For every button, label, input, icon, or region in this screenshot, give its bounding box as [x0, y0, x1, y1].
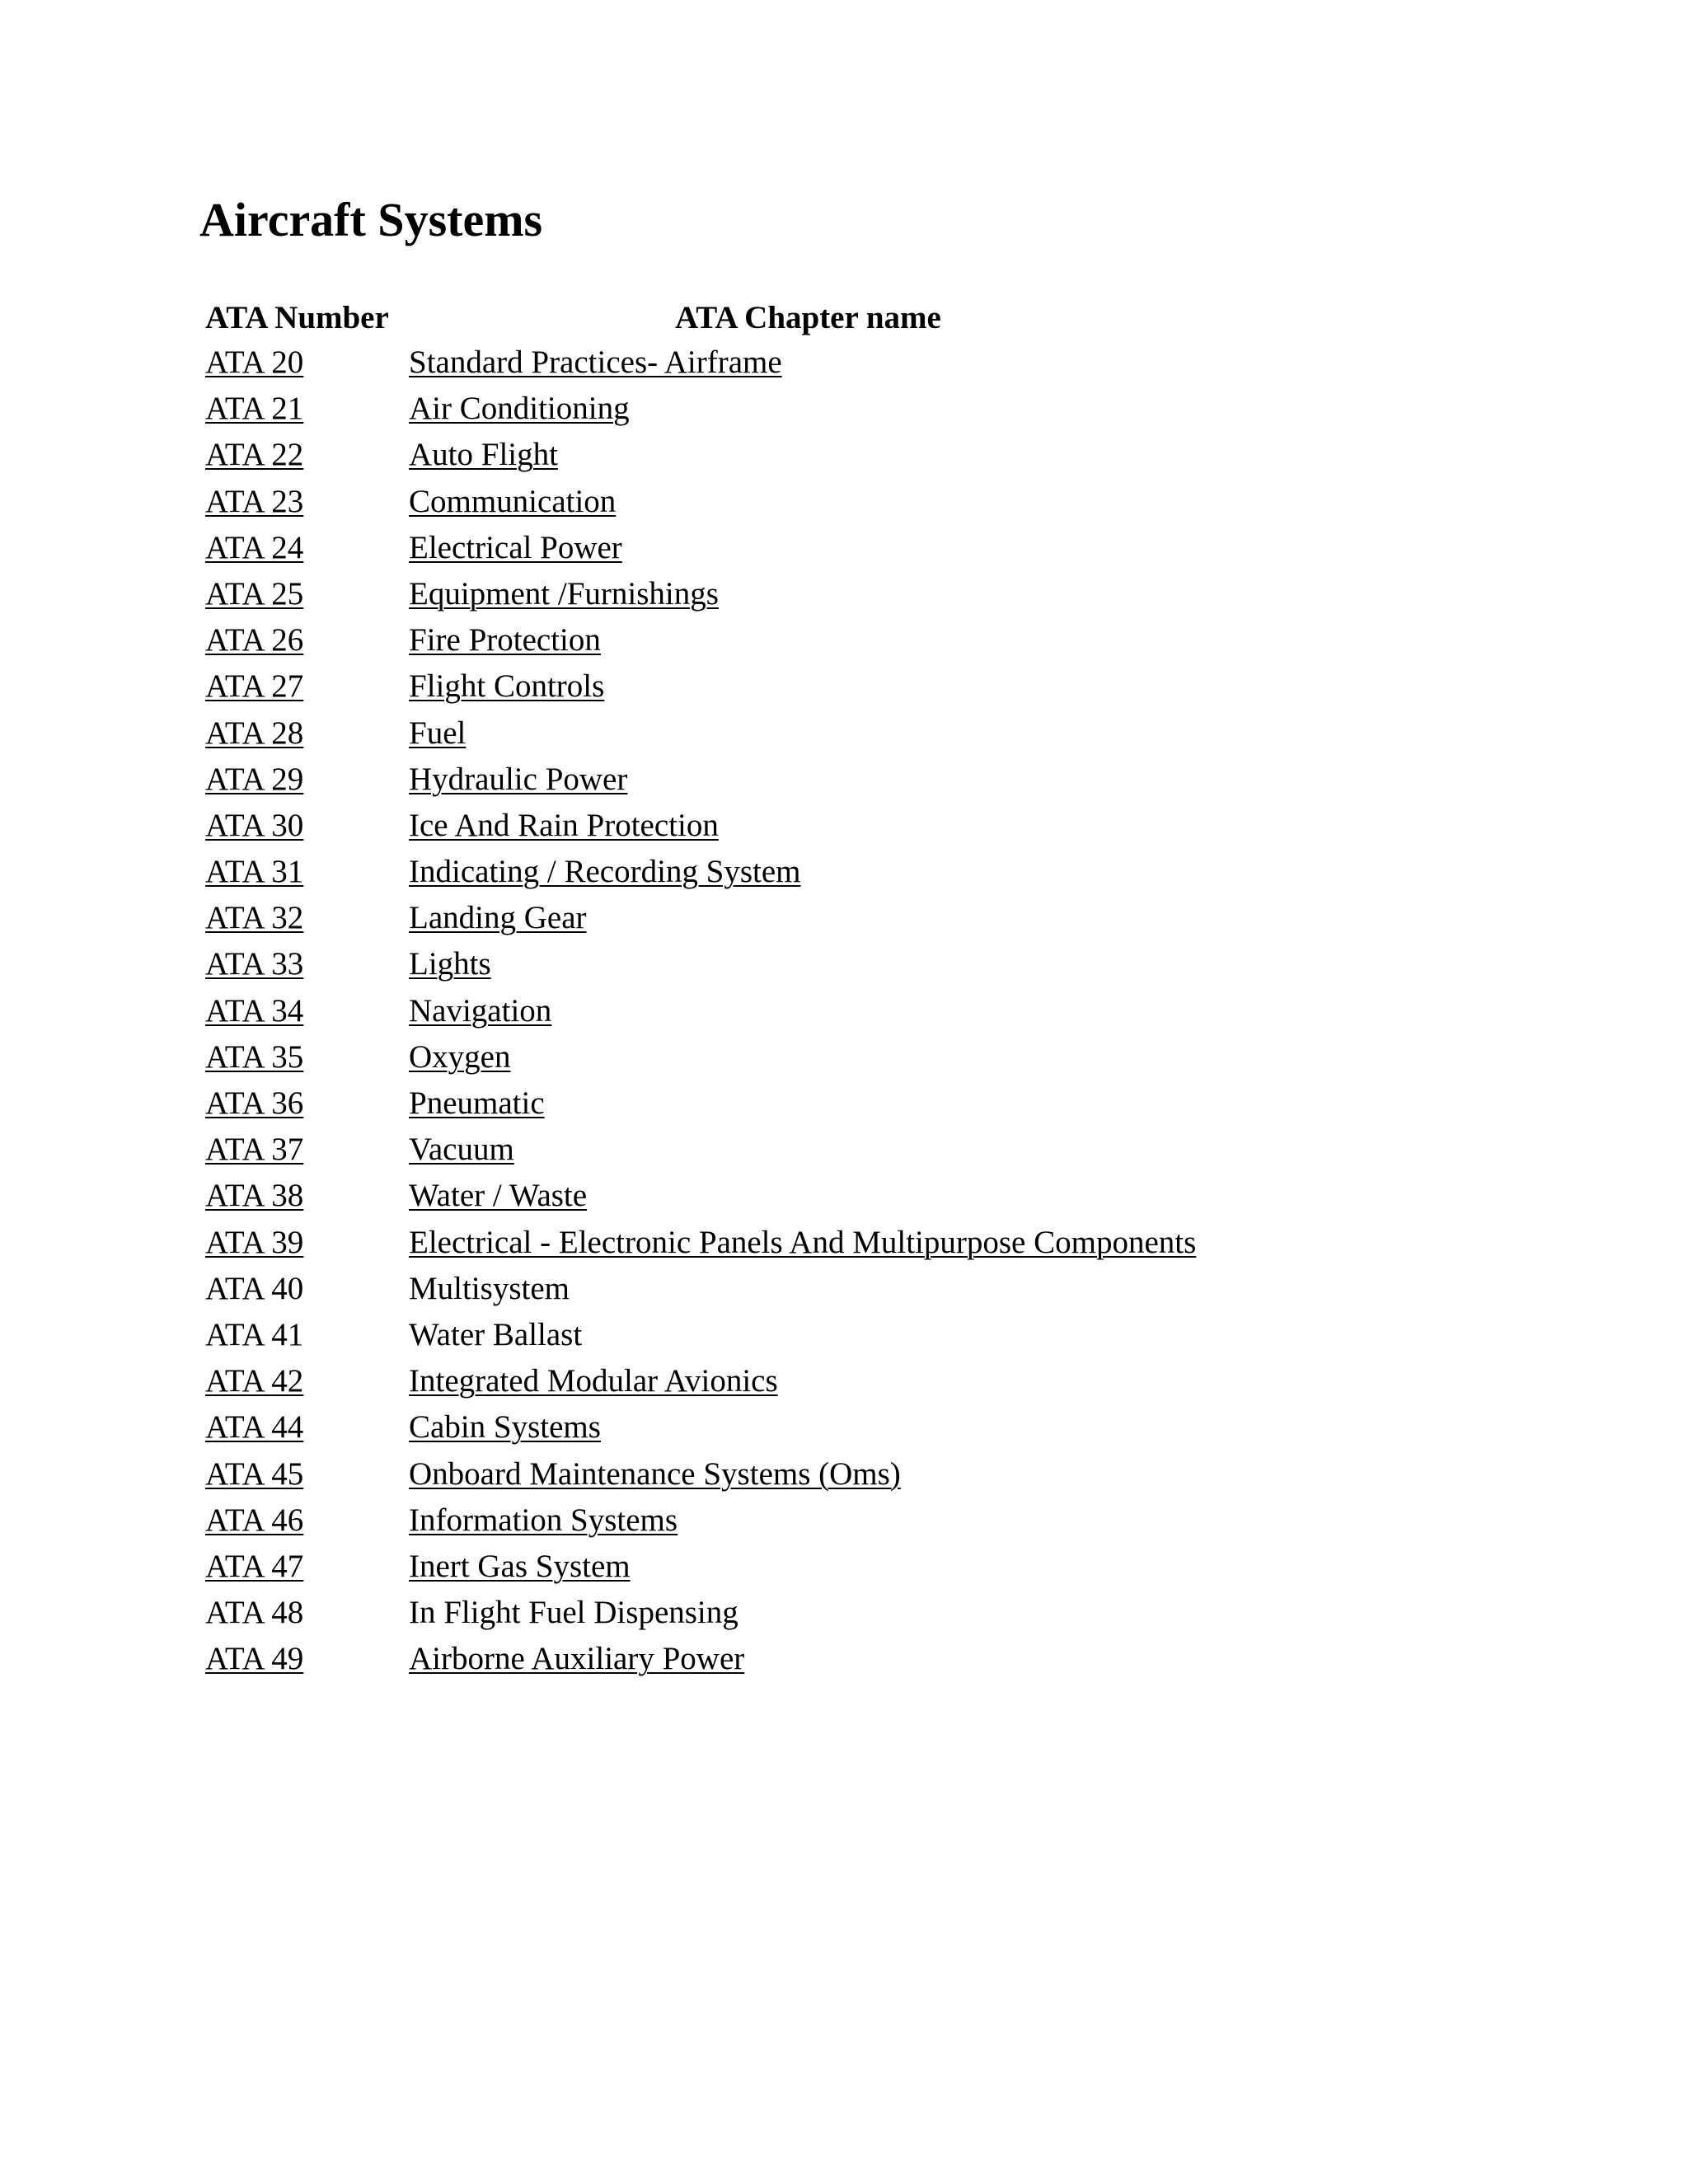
- ata-number-link[interactable]: ATA 49: [205, 1641, 304, 1677]
- ata-chapter-name-link[interactable]: Indicating / Recording System: [409, 854, 801, 890]
- ata-number-link[interactable]: ATA 46: [205, 1502, 304, 1538]
- ata-chapter-name-link[interactable]: Inert Gas System: [409, 1548, 631, 1584]
- ata-number-link[interactable]: ATA 38: [205, 1178, 304, 1214]
- ata-number-link[interactable]: ATA 32: [205, 900, 304, 936]
- ata-chapter-name-link[interactable]: Navigation: [409, 992, 552, 1029]
- ata-chapter-name-link[interactable]: Air Conditioning: [409, 391, 630, 427]
- ata-number-link[interactable]: ATA 31: [205, 854, 304, 890]
- ata-number-text: ATA 41: [205, 1316, 304, 1352]
- ata-number-link[interactable]: ATA 30: [205, 807, 304, 843]
- ata-chapter-name-text: In Flight Fuel Dispensing: [409, 1595, 738, 1631]
- ata-number-link[interactable]: ATA 45: [205, 1455, 304, 1492]
- ata-number-link[interactable]: ATA 33: [205, 946, 304, 982]
- ata-number-link[interactable]: ATA 37: [205, 1132, 304, 1168]
- ata-number-text: ATA 48: [205, 1595, 304, 1631]
- ata-number-link[interactable]: ATA 39: [205, 1224, 304, 1260]
- column-header-chapter-name: ATA Chapter name: [675, 300, 941, 335]
- ata-chapter-name-link[interactable]: Ice And Rain Protection: [409, 807, 719, 843]
- ata-chapter-name-link[interactable]: Fire Protection: [409, 622, 601, 658]
- ata-chapter-name-link[interactable]: Communication: [409, 483, 617, 519]
- ata-number-link[interactable]: ATA 22: [205, 437, 304, 473]
- ata-chapter-name-link[interactable]: Cabin Systems: [409, 1409, 601, 1446]
- ata-number-link[interactable]: ATA 29: [205, 761, 304, 797]
- ata-number-link[interactable]: ATA 34: [205, 992, 304, 1029]
- ata-chapter-name-link[interactable]: Hydraulic Power: [409, 761, 628, 797]
- column-header-ata-number: ATA Number: [205, 300, 389, 335]
- ata-number-link[interactable]: ATA 20: [205, 344, 304, 380]
- ata-number-link[interactable]: ATA 27: [205, 668, 304, 705]
- ata-chapter-name-link[interactable]: Oxygen: [409, 1038, 511, 1075]
- ata-chapter-name-link[interactable]: Pneumatic: [409, 1085, 545, 1121]
- ata-chapter-name-text: Water Ballast: [409, 1316, 583, 1352]
- ata-chapter-name-link[interactable]: Onboard Maintenance Systems (Oms): [409, 1455, 901, 1492]
- ata-number-link[interactable]: ATA 25: [205, 575, 304, 612]
- ata-chapter-name-link[interactable]: Lights: [409, 946, 491, 982]
- ata-number-link[interactable]: ATA 35: [205, 1038, 304, 1075]
- ata-chapter-name-link[interactable]: Vacuum: [409, 1132, 514, 1168]
- ata-number-link[interactable]: ATA 24: [205, 529, 304, 565]
- ata-number-link[interactable]: ATA 26: [205, 622, 304, 658]
- ata-number-link[interactable]: ATA 28: [205, 715, 304, 751]
- ata-chapter-name-link[interactable]: Electrical - Electronic Panels And Multipurpose Components: [409, 1224, 1197, 1260]
- ata-chapter-name-link[interactable]: Airborne Auxiliary Power: [409, 1641, 745, 1677]
- ata-number-link[interactable]: ATA 21: [205, 391, 304, 427]
- ata-chapter-name-link[interactable]: Standard Practices- Airframe: [409, 344, 782, 380]
- ata-chapter-name-link[interactable]: Landing Gear: [409, 900, 587, 936]
- ata-chapter-name-link[interactable]: Flight Controls: [409, 668, 605, 705]
- ata-chapter-name-link[interactable]: Fuel: [409, 715, 467, 751]
- ata-number-link[interactable]: ATA 42: [205, 1363, 304, 1399]
- ata-number-link[interactable]: ATA 23: [205, 483, 304, 519]
- ata-number-link[interactable]: ATA 36: [205, 1085, 304, 1121]
- ata-chapter-name-link[interactable]: Electrical Power: [409, 529, 622, 565]
- ata-number-text: ATA 40: [205, 1270, 304, 1306]
- ata-chapter-name-link[interactable]: Information Systems: [409, 1502, 678, 1538]
- page-title: Aircraft Systems: [199, 193, 543, 246]
- ata-chapter-name-text: Multisystem: [409, 1270, 570, 1306]
- ata-chapter-name-link[interactable]: Auto Flight: [409, 437, 558, 473]
- ata-chapter-name-link[interactable]: Water / Waste: [409, 1178, 588, 1214]
- ata-chapter-name-link[interactable]: Integrated Modular Avionics: [409, 1363, 778, 1399]
- ata-number-link[interactable]: ATA 47: [205, 1548, 304, 1584]
- ata-number-link[interactable]: ATA 44: [205, 1409, 304, 1446]
- ata-chapter-name-link[interactable]: Equipment /Furnishings: [409, 575, 719, 612]
